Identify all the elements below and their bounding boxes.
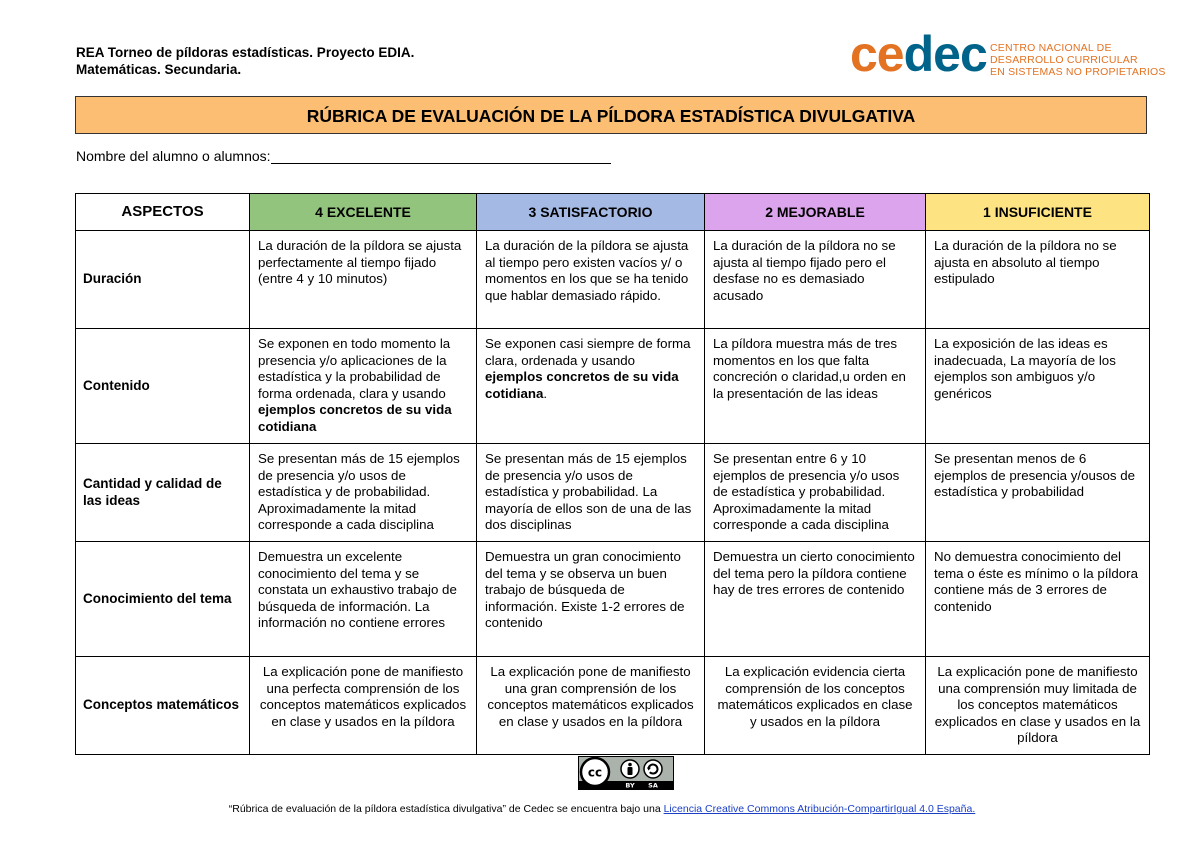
- header-satisfactorio: 3 SATISFACTORIO: [477, 194, 705, 231]
- cell-duracion-mejorable: La duración de la píldora no se ajusta al tiempo fijado pero el desfase no es demasiado acusado: [705, 231, 926, 329]
- rubric-row-conceptos: [76, 657, 1150, 755]
- header-project-line: REA Torneo de píldoras estadísticas. Proyecto EDIA.: [76, 45, 415, 60]
- cell-duracion-insuficiente: La duración de la píldora no se ajusta en absoluto al tiempo estipulado: [926, 231, 1150, 329]
- cell-contenido-satisfactorio-after: .: [543, 385, 548, 401]
- header-mejorable: 2 MEJORABLE: [705, 194, 926, 231]
- student-name-label: Nombre del alumno o alumnos:: [76, 148, 271, 164]
- student-name-line[interactable]: [271, 149, 611, 164]
- row-label-cantidad: Cantidad y calidad de las ideas: [76, 444, 250, 542]
- cell-contenido-excelente-bold: ejemplos concretos de su vida cotidiana: [258, 402, 452, 434]
- cell-cantidad-insuficiente: Se presentan menos de 6 ejemplos de presencia y/ousos de estadística y probabilidad: [926, 444, 1150, 542]
- cell-conceptos-mejorable: La explicación evidencia cierta comprensión de los conceptos matemáticos explicados en clase y usados en la píldora: [705, 657, 926, 755]
- cedec-logo-tagline: [990, 42, 1190, 78]
- license-text: “Rúbrica de evaluación de la píldora estadística divulgativa” de Cedec se encuentra bajo una: [228, 803, 664, 815]
- row-label-duracion: Duración: [76, 231, 250, 329]
- cell-duracion-satisfactorio: La duración de la píldora se ajusta al tiempo pero existen vacíos y/ o momentos en los que se ha tenido que hablar demasiado rápido.: [477, 231, 705, 329]
- cell-cantidad-satisfactorio: Se presentan más de 15 ejemplos de presencia y/o usos de estadística y probabilidad. La mayoría de ellos son de una de las dos disciplinas: [477, 444, 705, 542]
- cell-contenido-satisfactorio-bold: ejemplos concretos de su vida cotidiana: [485, 369, 679, 401]
- by-label: BY: [625, 781, 635, 790]
- logo-word-blue: dec: [903, 26, 987, 82]
- rubric-row-duracion: [76, 231, 1150, 329]
- rubric-table: [75, 193, 1150, 755]
- cc-icon-label: cc: [587, 765, 603, 780]
- logo-tag-line-2: DESARROLLO CURRICULAR: [990, 54, 1138, 66]
- rubric-row-contenido: [76, 329, 1150, 444]
- row-label-contenido: Contenido: [76, 329, 250, 444]
- cell-conceptos-insuficiente: La explicación pone de manifiesto una comprensión muy limitada de los conceptos matemáticos explicados en clase y usados en la píldora: [926, 657, 1150, 755]
- row-label-conceptos: Conceptos matemáticos: [76, 657, 250, 755]
- cell-contenido-mejorable: La píldora muestra más de tres momentos en los que falta concreción o claridad,u orden en la presentación de las ideas: [705, 329, 926, 444]
- student-name-field[interactable]: [76, 148, 611, 164]
- cell-conocimiento-satisfactorio: Demuestra un gran conocimiento del tema y se observa un buen trabajo de búsqueda de información. Existe 1-2 errores de contenido: [477, 542, 705, 657]
- rubric-header-row: [76, 194, 1150, 231]
- logo-tag-line-3: EN SISTEMAS NO PROPIETARIOS: [990, 66, 1166, 78]
- cell-conocimiento-mejorable: Demuestra un cierto conocimiento del tema pero la píldora contiene hay de tres errores de contenido: [705, 542, 926, 657]
- logo-word-orange: ce: [850, 26, 904, 82]
- cell-cantidad-mejorable: Se presentan entre 6 y 10 ejemplos de presencia y/o usos de estadística y probabilidad. Aproximadamente la mitad corresponde a cada disciplina: [705, 444, 926, 542]
- cell-contenido-excelente: [250, 329, 477, 444]
- rubric-row-cantidad: [76, 444, 1150, 542]
- cell-conceptos-satisfactorio: La explicación pone de manifiesto una gran comprensión de los conceptos matemáticos explicados en clase y usados en la píldora: [477, 657, 705, 755]
- cell-duracion-excelente: La duración de la píldora se ajusta perfectamente al tiempo fijado (entre 4 y 10 minutos): [250, 231, 477, 329]
- cell-contenido-satisfactorio: [477, 329, 705, 444]
- header-subject-line: Matemáticas. Secundaria.: [76, 62, 242, 77]
- document-header: [76, 44, 414, 78]
- logo-tag-line-1: CENTRO NACIONAL DE: [990, 42, 1112, 54]
- cedec-logo-word: [850, 26, 987, 82]
- document-title: RÚBRICA DE EVALUACIÓN DE LA PÍLDORA ESTADÍSTICA DIVULGATIVA: [75, 96, 1147, 134]
- cell-contenido-excelente-text: Se exponen en todo momento la presencia y/o aplicaciones de la estadística y la probabilidad de forma ordenada, clara y usando: [258, 336, 451, 401]
- cell-conocimiento-excelente: Demuestra un excelente conocimiento del tema y se constata un exhaustivo trabajo de búsqueda de información. La información no contiene errores: [250, 542, 477, 657]
- sa-label: SA: [648, 781, 658, 790]
- row-label-conocimiento: Conocimiento del tema: [76, 542, 250, 657]
- cell-contenido-insuficiente: La exposición de las ideas es inadecuada, La mayoría de los ejemplos son ambiguos y/o genéricos: [926, 329, 1150, 444]
- cell-conceptos-excelente: La explicación pone de manifiesto una perfecta comprensión de los conceptos matemáticos explicados en clase y usados en la píldora: [250, 657, 477, 755]
- cell-contenido-satisfactorio-text: Se exponen casi siempre de forma clara, ordenada y usando: [485, 336, 691, 368]
- rubric-row-conocimiento: [76, 542, 1150, 657]
- share-alike-icon: [644, 760, 662, 778]
- cell-cantidad-excelente: Se presentan más de 15 ejemplos de presencia y/o usos de estadística y de probabilidad. Aproximadamente la mitad corresponde a cada disciplina: [250, 444, 477, 542]
- header-insuficiente: 1 INSUFICIENTE: [926, 194, 1150, 231]
- license-footer: [0, 803, 1204, 815]
- cc-by-sa-badge[interactable]: [578, 756, 674, 790]
- header-excelente: 4 EXCELENTE: [250, 194, 477, 231]
- license-link[interactable]: Licencia Creative Commons Atribución-CompartirIgual 4.0 España.: [663, 803, 976, 815]
- cell-conocimiento-insuficiente: No demuestra conocimiento del tema o éste es mínimo o la píldora contiene más de 3 errores de contenido: [926, 542, 1150, 657]
- header-aspectos: ASPECTOS: [76, 194, 250, 231]
